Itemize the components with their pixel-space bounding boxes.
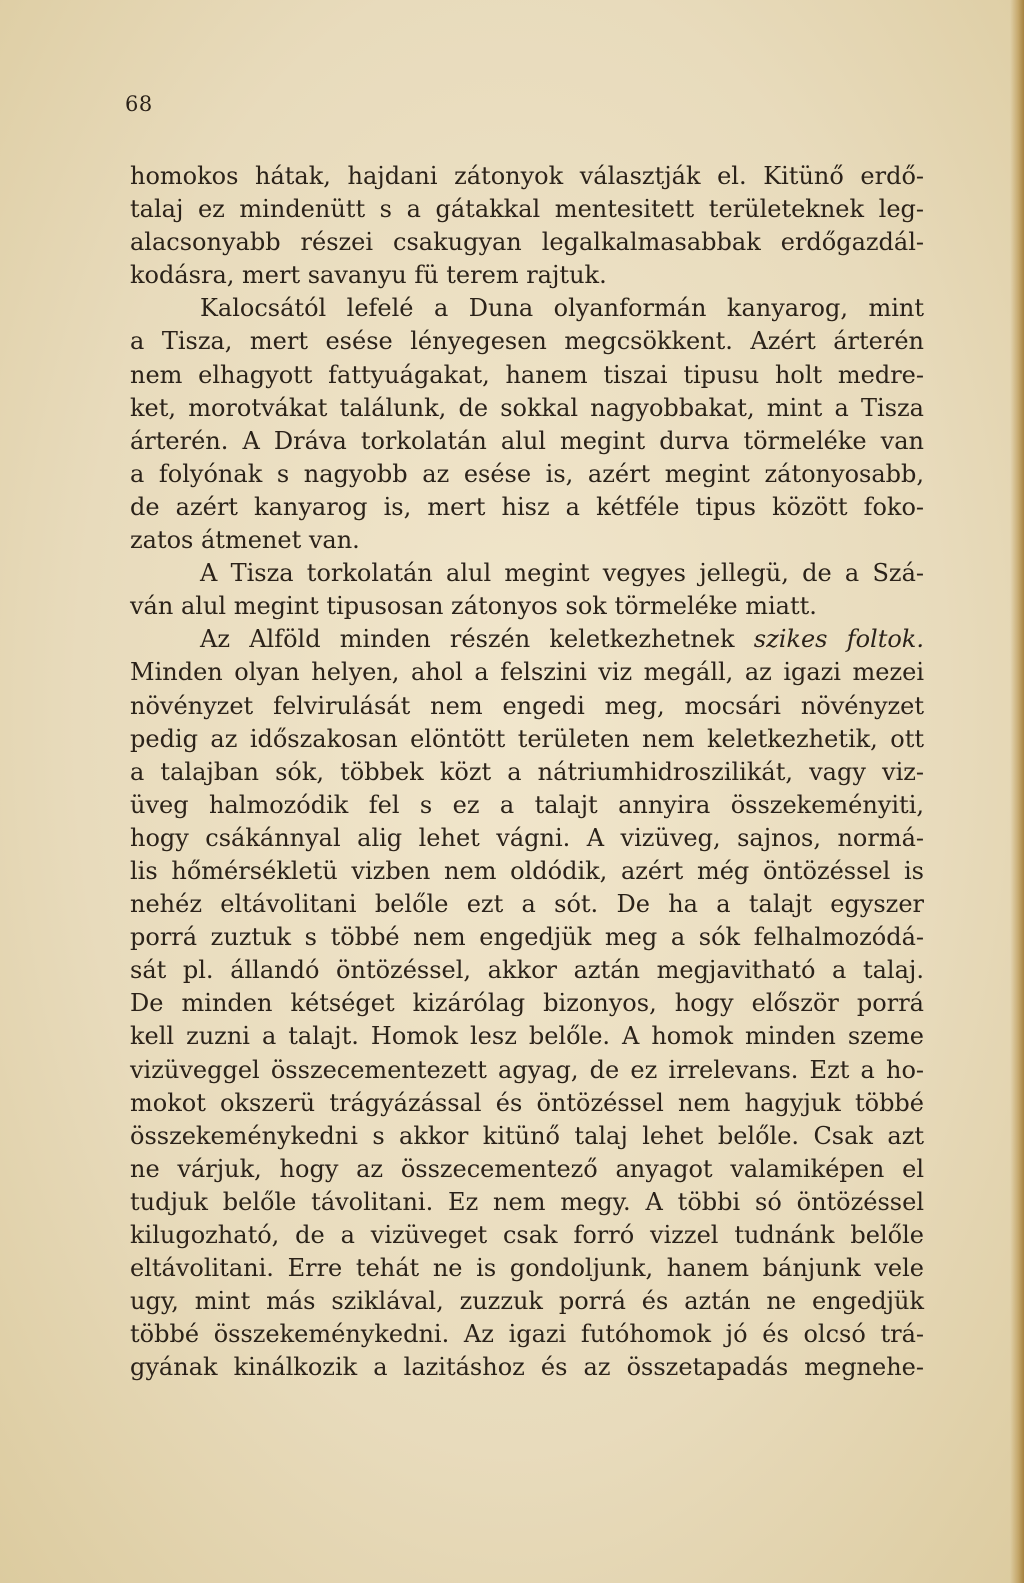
text-line-content: pedig az időszakosan elöntött területen nem keletkezhetik, ott	[130, 724, 924, 753]
text-line-content: kell zuzni a talajt. Homok lesz belőle. A homok minden szeme	[130, 1022, 924, 1051]
text-line	[130, 425, 924, 458]
text-line-content: De minden kétséget kizárólag bizonyos, hogy először porrá	[130, 989, 924, 1018]
text-line	[130, 226, 924, 259]
text-line-content: ket, morotvákat találunk, de sokkal nagyobbakat, mint a Tisza	[130, 393, 924, 422]
text-line	[130, 1351, 924, 1384]
text-line	[130, 1318, 924, 1351]
text-line	[130, 1252, 924, 1285]
body-text	[130, 160, 924, 1384]
text-line-content: tudjuk belőle távolitani. Ez nem megy. A többi só öntözéssel	[130, 1187, 924, 1216]
text-line-content: nehéz eltávolitani belőle ezt a sót. De ha a talajt egyszer	[130, 890, 924, 919]
page-edge-shadow	[1010, 0, 1024, 1583]
text-line	[130, 160, 924, 193]
text-line-content: Minden olyan helyen, ahol a felszini viz megáll, az igazi mezei	[130, 658, 924, 687]
text-line-content: A Tisza torkolatán alul megint vegyes jellegü, de a Szá-	[200, 559, 924, 588]
text-line-content: üveg halmozódik fel s ez a talajt annyira összekeményiti,	[130, 790, 924, 819]
text-line-content: növényzet felvirulását nem engedi meg, mocsári növényzet	[130, 691, 924, 720]
text-line	[130, 987, 924, 1020]
text-line	[130, 1020, 924, 1053]
text-line	[130, 954, 924, 987]
text-line	[130, 590, 924, 623]
text-line-content: kodásra, mert savanyu fü terem rajtuk.	[130, 261, 607, 290]
text-line	[130, 524, 924, 557]
text-line	[130, 921, 924, 954]
text-line	[130, 1054, 924, 1087]
text-line	[130, 1120, 924, 1153]
text-line-content: mokot okszerü trágyázással és öntözéssel nem hagyjuk többé	[130, 1088, 924, 1117]
text-line-content: többé összekeménykedni. Az igazi futóhomok jó és olcsó trá-	[130, 1320, 924, 1349]
text-line-content: összekeménykedni s akkor kitünő talaj lehet belőle. Csak azt	[130, 1121, 924, 1150]
text-line	[130, 1186, 924, 1219]
text-line	[130, 656, 924, 689]
text-line-content: nem elhagyott fattyuágakat, hanem tiszai tipusu holt medre-	[130, 360, 924, 389]
text-line	[130, 756, 924, 789]
text-line-content: zatos átmenet van.	[130, 526, 360, 555]
text-line-content: vizüveggel összecementezett agyag, de ez irrelevans. Ezt a ho-	[130, 1055, 924, 1084]
text-line	[130, 259, 924, 292]
text-line	[130, 888, 924, 921]
text-line	[130, 458, 924, 491]
text-line	[130, 855, 924, 888]
text-line-content: talaj ez mindenütt s a gátakkal mentesitett területeknek leg-	[130, 195, 924, 224]
italic-phrase: szikes foltok.	[753, 625, 924, 654]
text-line-content: porrá zuztuk s többé nem engedjük meg a sók felhalmozódá-	[130, 923, 924, 952]
text-line	[130, 491, 924, 524]
text-line-content: Kalocsától lefelé a Duna olyanformán kanyarog, mint	[200, 294, 924, 323]
text-line	[130, 359, 924, 392]
text-line	[130, 193, 924, 226]
text-line-content: eltávolitani. Erre tehát ne is gondoljunk, hanem bánjunk vele	[130, 1254, 924, 1283]
text-line	[130, 1087, 924, 1120]
text-line-content: ván alul megint tipusosan zátonyos sok törmeléke miatt.	[130, 592, 817, 621]
text-line	[130, 623, 924, 656]
text-line-content: a folyónak s nagyobb az esése is, azért megint zátonyosabb,	[130, 459, 924, 488]
text-line-content: a Tisza, mert esése lényegesen megcsökkent. Azért árterén	[130, 327, 924, 356]
text-line-content: alacsonyabb részei csakugyan legalkalmasabbak erdőgazdál-	[130, 228, 924, 257]
page-number: 68	[125, 92, 153, 116]
text-line	[130, 1153, 924, 1186]
text-line	[130, 292, 924, 325]
text-line	[130, 1285, 924, 1318]
text-line	[130, 789, 924, 822]
text-line-content: de azért kanyarog is, mert hisz a kétféle tipus között foko-	[130, 492, 924, 521]
text-line	[130, 690, 924, 723]
text-line-content: sát pl. állandó öntözéssel, akkor aztán megjavitható a talaj.	[130, 956, 924, 985]
text-line-content: gyának kinálkozik a lazitáshoz és az összetapadás megnehe-	[130, 1353, 924, 1382]
text-line-content: homokos hátak, hajdani zátonyok választják el. Kitünő erdő-	[130, 162, 924, 190]
text-line-content: Az Alföld minden részén keletkezhetnek	[200, 625, 754, 654]
text-line	[130, 822, 924, 855]
text-line-content: ne várjuk, hogy az összecementező anyagot valamiképen el	[130, 1154, 924, 1183]
text-line-content: ugy, mint más sziklával, zuzzuk porrá és aztán ne engedjük	[130, 1287, 924, 1316]
text-line	[130, 325, 924, 358]
text-line	[130, 557, 924, 590]
text-line-content: hogy csákánnyal alig lehet vágni. A vizüveg, sajnos, normá-	[130, 823, 924, 852]
text-line-content: lis hőmérsékletü vizben nem oldódik, azért még öntözéssel is	[130, 856, 924, 885]
text-line-content: árterén. A Dráva torkolatán alul megint durva törmeléke van	[130, 426, 924, 455]
text-line	[130, 392, 924, 425]
text-line-content: a talajban sók, többek közt a nátriumhidroszilikát, vagy viz-	[130, 757, 924, 786]
text-line	[130, 723, 924, 756]
text-line	[130, 1219, 924, 1252]
text-line-content: kilugozható, de a vizüveget csak forró vizzel tudnánk belőle	[130, 1221, 924, 1249]
